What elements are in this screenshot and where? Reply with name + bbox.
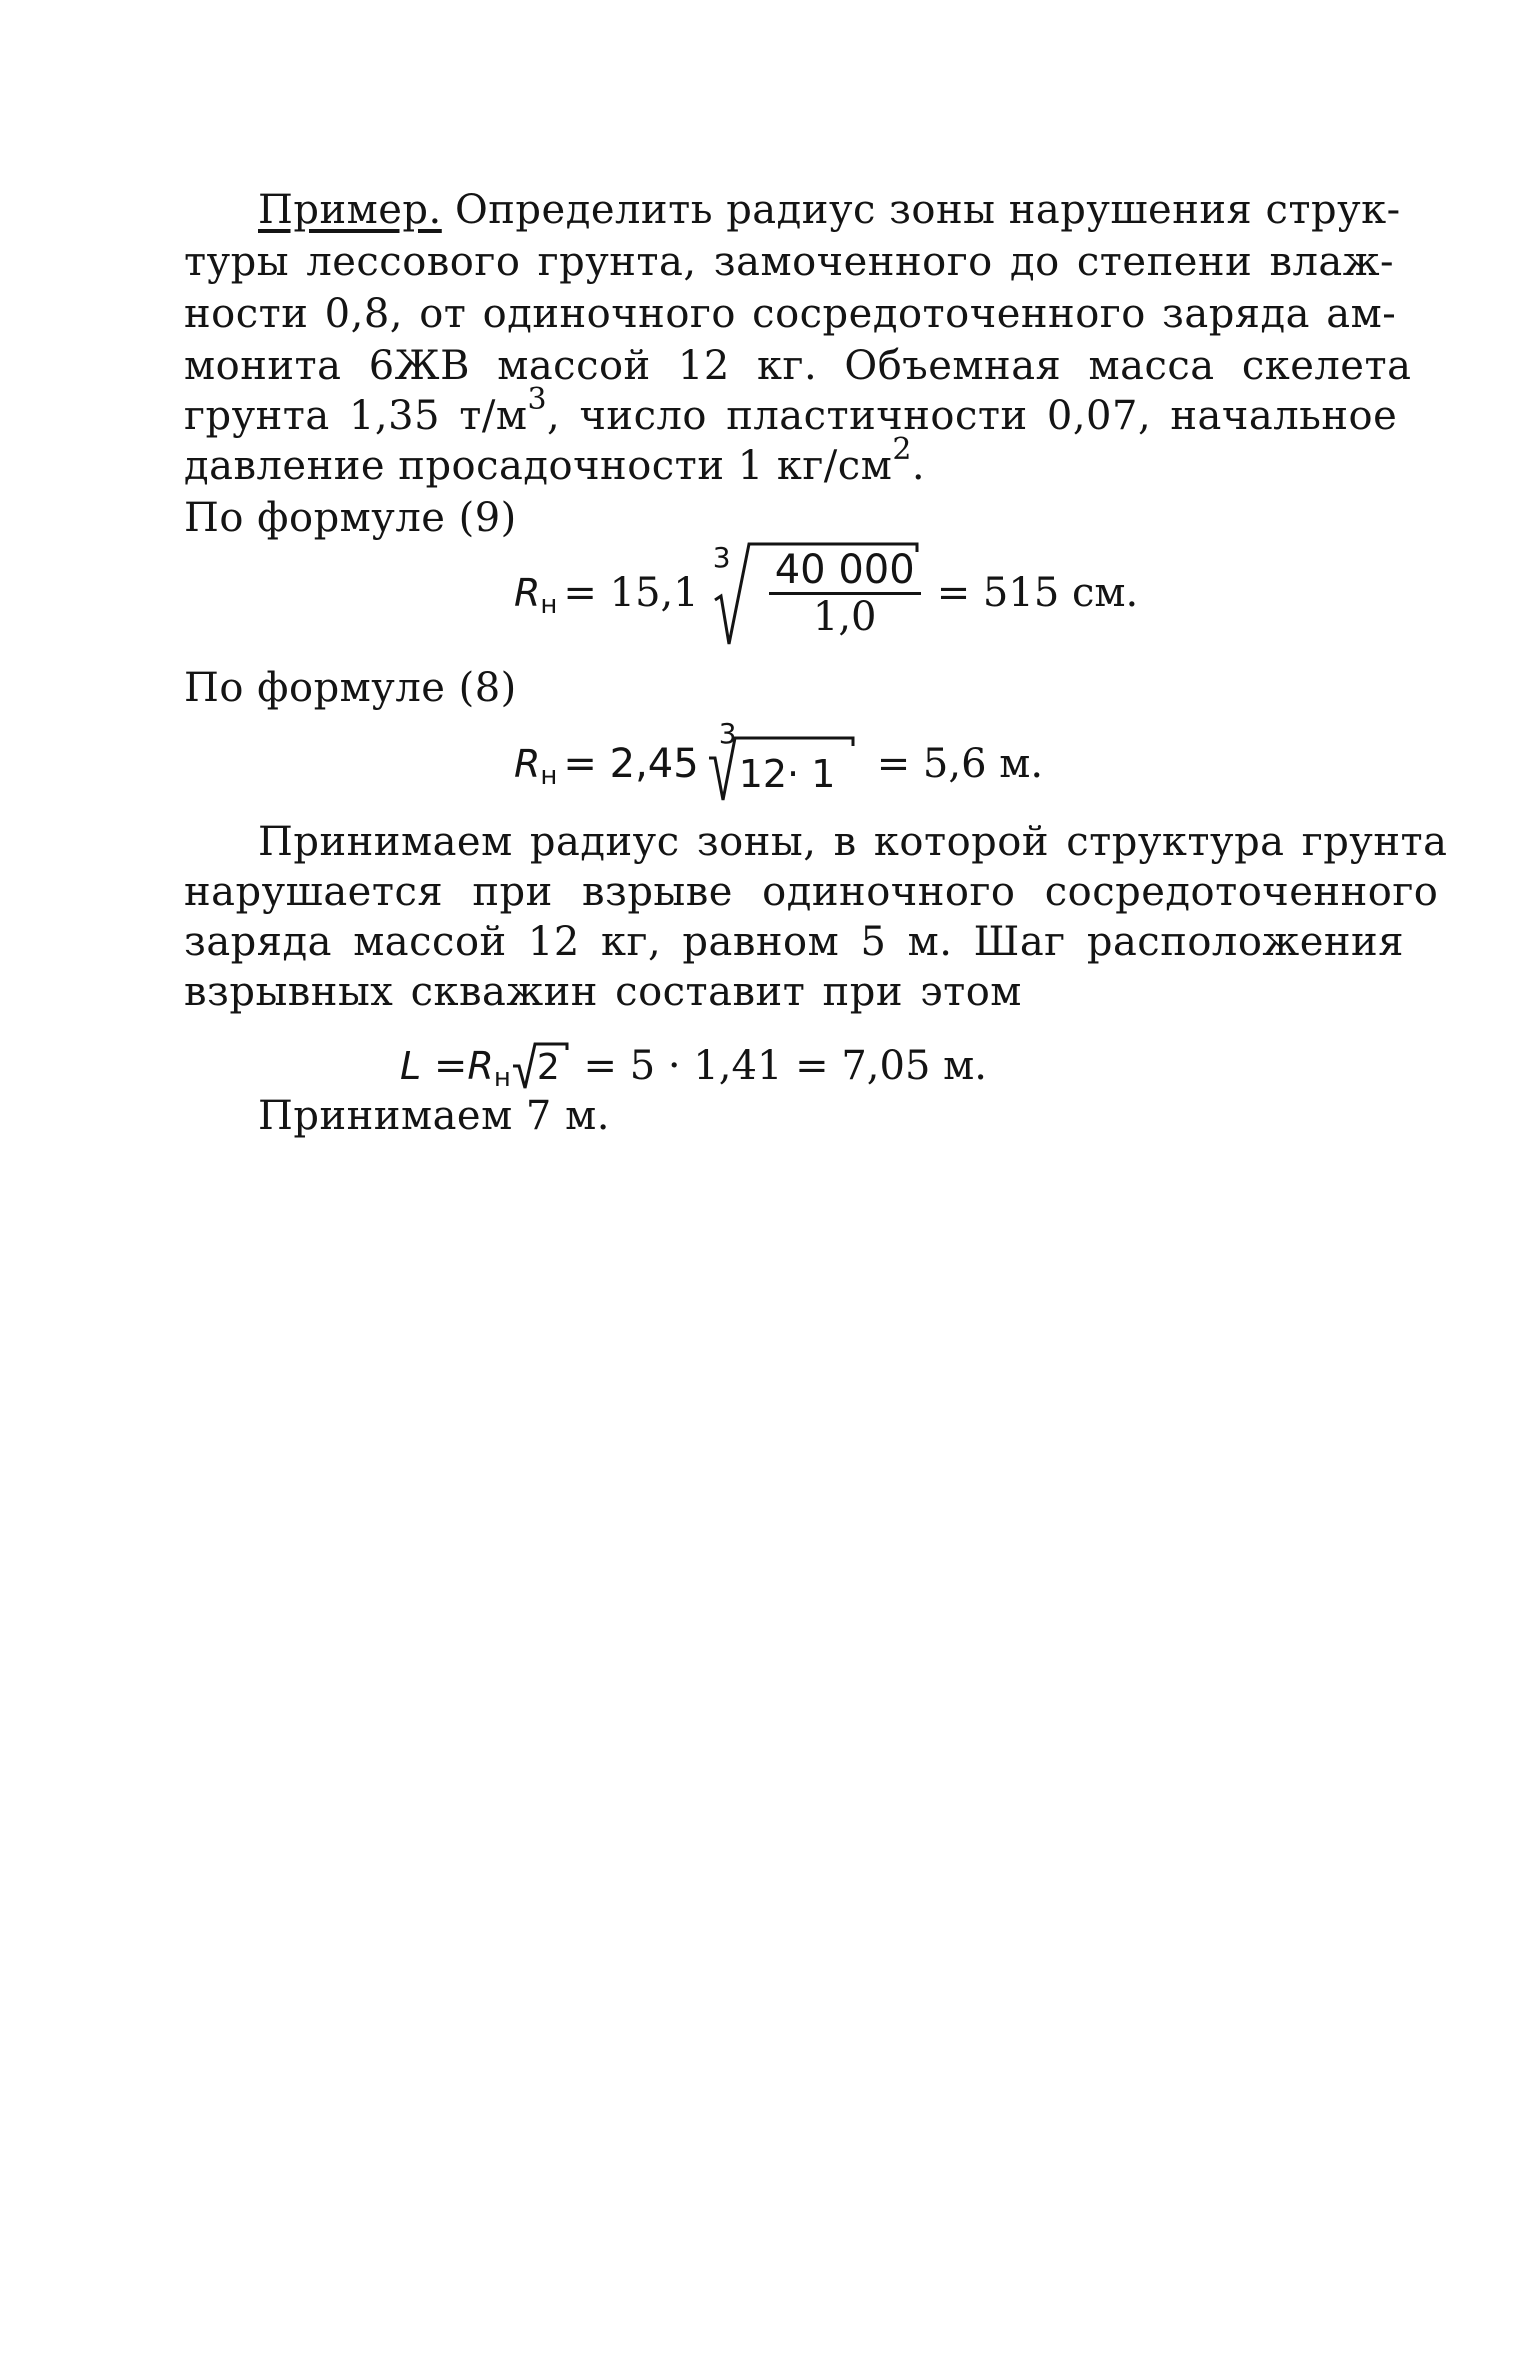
formula9-coef: = 15,1 (563, 570, 699, 616)
formula8-coef: = 2,45 (563, 741, 699, 787)
paragraph1-line2: туры лессового грунта, замоченного до степени влаж- (184, 239, 1395, 285)
formula8-root-index: 3 (718, 717, 737, 750)
formula9-lhs-sub: н (540, 590, 558, 620)
paragraph1-line6 (184, 432, 926, 494)
paragraph1-line1 (258, 186, 1401, 234)
formula9 (514, 538, 1138, 648)
formula-step-radicand: 2 (536, 1047, 560, 1088)
paragraph1-line4: монита 6ЖВ массой 12 кг. Объемная масса скелета (184, 343, 1412, 389)
formula-step-radical (511, 1036, 571, 1096)
formula-step-eq: = (421, 1043, 468, 1089)
paragraph1-line5 (184, 382, 1398, 444)
formula8 (514, 718, 1043, 810)
example-label: Пример. (258, 187, 442, 233)
formula9-denominator: 1,0 (812, 594, 877, 640)
formula-step-lhs: L (400, 1044, 422, 1088)
formula-step-r-symbol: R (467, 1044, 494, 1088)
paragraph2-line2: нарушается при взрыве одиночного сосредоточенного (184, 869, 1439, 915)
paragraph2-line1: Принимаем радиус зоны, в которой структура грунта (258, 819, 1448, 865)
paragraph1-line5-a: грунта 1,35 т/м (184, 393, 528, 439)
formula8-lhs-sub: н (540, 761, 558, 791)
formula9-numerator: 40 000 (769, 548, 921, 595)
formula9-result: = 515 см. (936, 570, 1139, 616)
paragraph1-line3: ности 0,8, от одиночного сосредоточенного заряда ам- (184, 291, 1397, 337)
paragraph1-line6-b: . (911, 443, 926, 489)
paragraph2-line3: заряда массой 12 кг, равном 5 м. Шаг расположения (184, 919, 1404, 965)
formula9-root-index: 3 (712, 541, 731, 574)
formula-step (400, 1036, 987, 1096)
paragraph1-line6-a: давление просадочности 1 кг/см (184, 443, 893, 489)
superscript-3: 3 (527, 382, 548, 417)
formula9-intro: По формуле (9) (184, 495, 517, 541)
conclusion: Принимаем 7 м. (258, 1093, 610, 1139)
paragraph1-line1-text: Определить радиус зоны нарушения струк- (441, 187, 1401, 233)
formula9-radical (711, 538, 921, 648)
formula-step-r-sub: н (493, 1063, 511, 1093)
paragraph1-line5-b: , число пластичности 0,07, начальное (547, 393, 1398, 439)
formula8-radicand: 12· 1 (738, 752, 836, 796)
paragraph2-line4: взрывных скважин составит при этом (184, 969, 1022, 1015)
formula8-radical (707, 718, 857, 810)
formula-step-rest: = 5 · 1,41 = 7,05 м. (570, 1043, 987, 1089)
formula8-intro: По формуле (8) (184, 665, 517, 711)
superscript-2: 2 (892, 432, 912, 467)
formula9-fraction (769, 548, 921, 639)
formula9-lhs-symbol: R (514, 571, 541, 615)
formula8-lhs-symbol: R (514, 742, 541, 786)
formula8-result: = 5,6 м. (876, 741, 1044, 787)
